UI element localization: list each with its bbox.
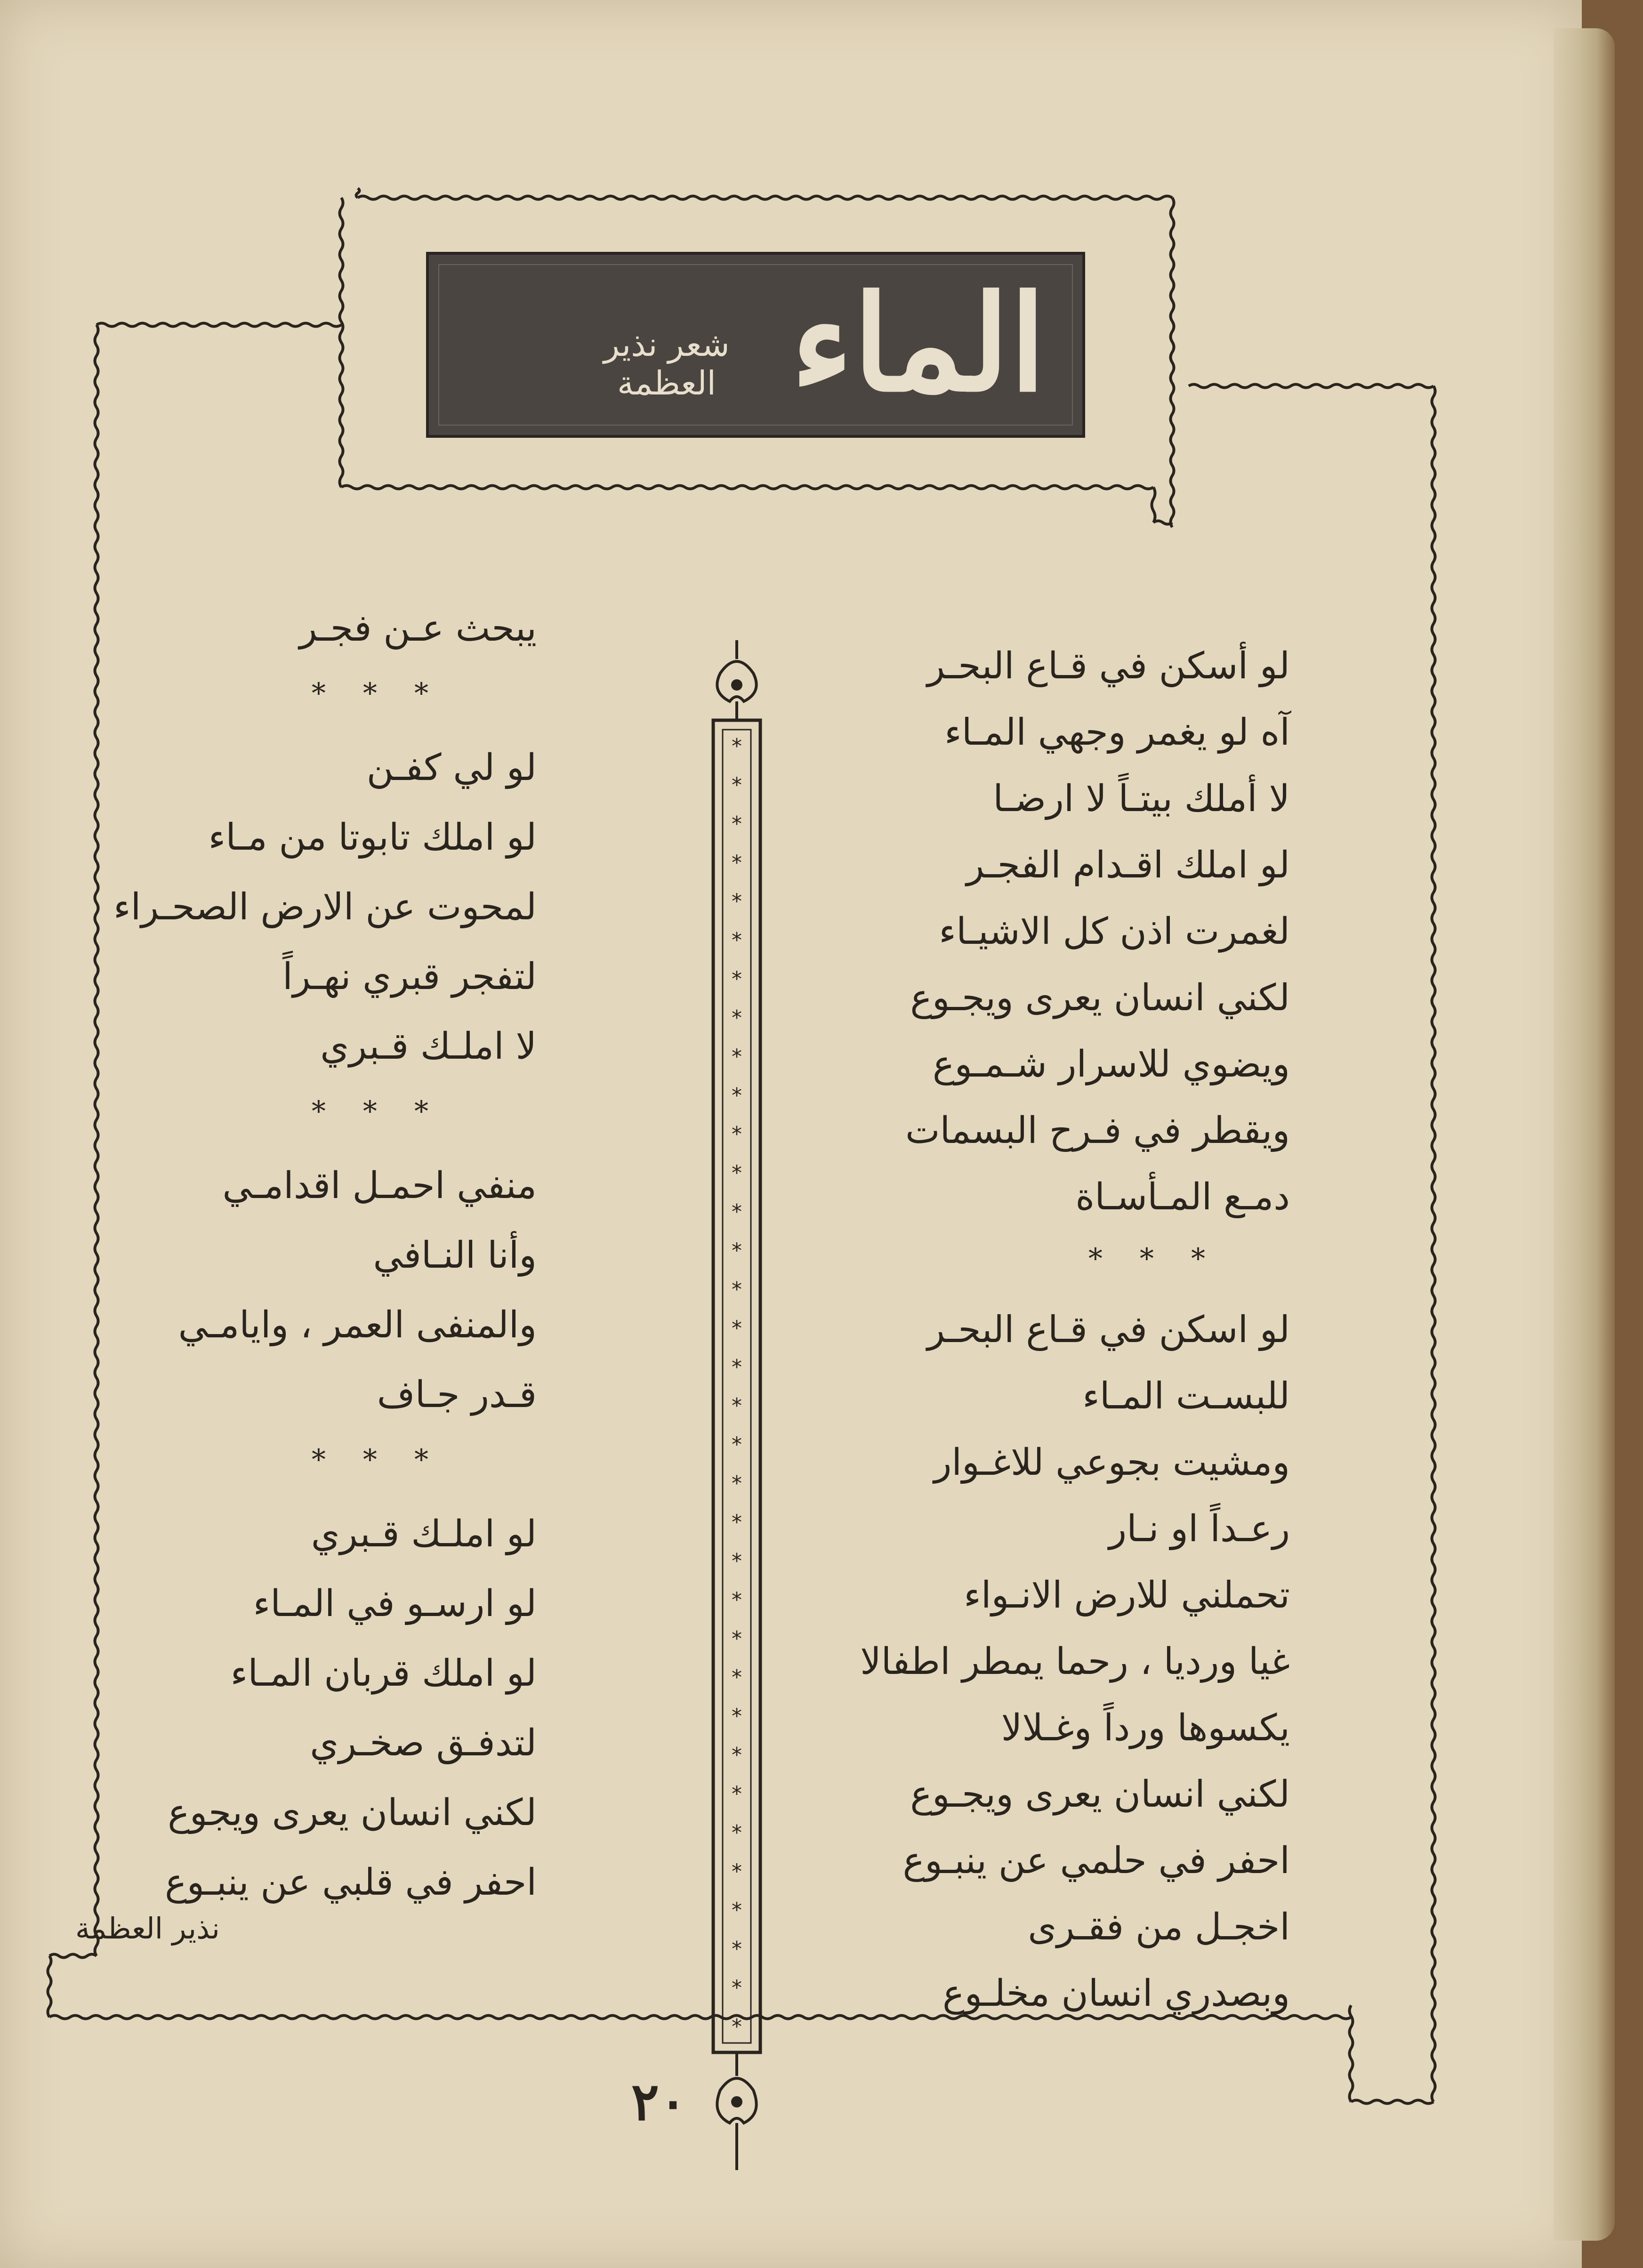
poem-line: دمـع المـأسـاة — [1075, 1176, 1290, 1218]
divider-star: * — [732, 1743, 742, 1768]
divider-star: * — [732, 1239, 742, 1263]
divider-star: * — [732, 889, 742, 914]
poem-line: ومشيت بجوعي للاغـوار — [934, 1441, 1290, 1484]
border-left — [95, 325, 98, 1956]
poem-line: اخجـل من فقـرى — [1028, 1906, 1290, 1948]
divider-star: * — [732, 1045, 742, 1069]
poem-line: لتفجر قبري نهـراً — [282, 956, 537, 998]
poem-line: تحملني للارض الانـواء — [964, 1574, 1290, 1617]
poem-line: قـدر جـاف — [377, 1374, 537, 1416]
poem-line: يبحث عـن فجـر — [299, 607, 537, 650]
divider-star: * — [732, 851, 742, 875]
title-frame-right — [1171, 198, 1174, 527]
divider-star: * — [732, 1665, 742, 1690]
poem-line: يكسوها ورداً وغـلالا — [1001, 1707, 1290, 1749]
divider-bottom-ornament — [717, 2052, 756, 2170]
stanza-separator: * * * — [1088, 1242, 1219, 1275]
divider-star: * — [732, 1161, 742, 1185]
divider-star: * — [732, 1200, 742, 1224]
divider-star: * — [732, 1549, 742, 1573]
poem-line: والمنفى العمر ، وايامـي — [178, 1304, 537, 1346]
border-right — [1432, 386, 1435, 2102]
divider-star: * — [732, 1588, 742, 1612]
divider-star: * — [732, 1859, 742, 1884]
poem-line: غيا ورديا ، رحما يمطر اطفالا — [860, 1641, 1290, 1683]
poem-line: لو ارسـو في المـاء — [253, 1583, 537, 1625]
border-left-notch — [49, 1954, 97, 1958]
title-plaque — [426, 252, 1085, 438]
divider-star: * — [732, 1122, 742, 1147]
poem-line: للبسـت المـاء — [1082, 1375, 1290, 1417]
poem-line: ويضوي للاسرار شـمـوع — [933, 1043, 1290, 1086]
poem-line: وبصدري انسان مخلـوع — [942, 1972, 1290, 2015]
divider-star: * — [732, 1820, 742, 1845]
stanza-separator: * * * — [311, 677, 443, 710]
stanza-separator: * * * — [311, 1095, 443, 1128]
divider-star: * — [732, 1432, 742, 1457]
poem-line: لو أسكن في قـاع البحـر — [927, 645, 1290, 687]
divider-star: * — [732, 928, 742, 953]
poem-line: لو املك قربان المـاء — [230, 1652, 537, 1695]
divider-star: * — [732, 1937, 742, 1962]
poem-line: لكني انسان يعرى ويجـوع — [910, 977, 1290, 1019]
divider-star: * — [732, 1898, 742, 1922]
border-bottom-left-up — [48, 1956, 51, 2017]
title-frame-top — [358, 196, 1172, 200]
divider-star: * — [732, 1472, 742, 1496]
poem-line: رعـداً او نـار — [1109, 1508, 1290, 1550]
divider-star: * — [732, 967, 742, 991]
poet-signature: نذير العظمة — [75, 1911, 220, 1946]
poem-title: الماء — [791, 266, 1046, 421]
divider-star: * — [732, 1083, 742, 1108]
border-top-right — [1189, 385, 1434, 388]
poem-line: لا املـك قـبري — [320, 1025, 537, 1068]
title-frame-left — [340, 198, 343, 487]
divider-star: * — [732, 1316, 742, 1341]
divider-star: * — [732, 1626, 742, 1651]
poem-line: لو املـك قـبري — [311, 1513, 537, 1555]
page-edge-stack — [1554, 28, 1615, 2241]
poem-line: لكني انسان يعرى ويجـوع — [910, 1773, 1290, 1816]
divider-top-ornament-dot — [731, 679, 742, 691]
divider-inner-frame — [723, 730, 751, 2043]
divider-frame — [713, 720, 760, 2052]
border-bottom-right-up — [1350, 2005, 1353, 2102]
poem-line: لو اسكن في قـاع البحـر — [927, 1309, 1290, 1351]
border-top-left — [97, 323, 341, 327]
poem-line: وأنا النـافي — [373, 1234, 537, 1277]
divider-bottom-ornament-dot — [731, 2096, 742, 2107]
divider-star: * — [732, 2015, 742, 2039]
right-column — [860, 645, 1290, 2034]
poem-line: لو املك اقـدام الفجـر — [966, 844, 1290, 886]
divider-star: * — [732, 812, 742, 836]
poem-line: لمحوت عن الارض الصحـراء — [113, 886, 537, 928]
poem-line: لتدفـق صخـري — [310, 1722, 537, 1764]
divider-star: * — [732, 1355, 742, 1379]
left-column — [113, 607, 537, 1925]
divider-star: * — [732, 1005, 742, 1030]
poem-line: منفي احمـل اقدامـي — [222, 1165, 537, 1207]
divider-star: * — [732, 1277, 742, 1302]
poem-line: لا أملك بيتـاً لا ارضـا — [993, 778, 1290, 820]
divider-star: * — [732, 1394, 742, 1418]
poem-line: آه لو يغمر وجهي المـاء — [944, 711, 1290, 754]
divider-star: * — [732, 1704, 742, 1729]
title-frame-bottom — [341, 486, 1153, 489]
poem-line: احفر في حلمي عن ينبـوع — [902, 1840, 1290, 1882]
poem-line: لغمرت اذن كل الاشيـاء — [939, 910, 1290, 953]
poem-line: لو املك تابوتا من مـاء — [208, 816, 537, 859]
poem-line: احفر في قلبي عن ينبـوع — [165, 1861, 537, 1904]
divider-star: * — [732, 1976, 742, 2000]
center-ornamental-divider — [701, 640, 772, 2170]
poem-line: لو لي كفـن — [366, 747, 537, 789]
poem-line: لكني انسان يعرى ويجوع — [168, 1792, 537, 1834]
border-bottom-right-tail — [1351, 2100, 1434, 2104]
stanza-separator: * * * — [311, 1443, 443, 1476]
poem-line: ويقطر في فـرح البسمات — [905, 1110, 1290, 1152]
page-number: ٢٠ — [631, 2071, 687, 2132]
divider-star: * — [732, 773, 742, 797]
poem-byline: شعر نذير العظمة — [604, 325, 730, 402]
divider-star: * — [732, 1782, 742, 1806]
divider-star: * — [732, 1510, 742, 1535]
divider-star: * — [732, 734, 742, 758]
title-frame-drop — [1152, 487, 1155, 523]
